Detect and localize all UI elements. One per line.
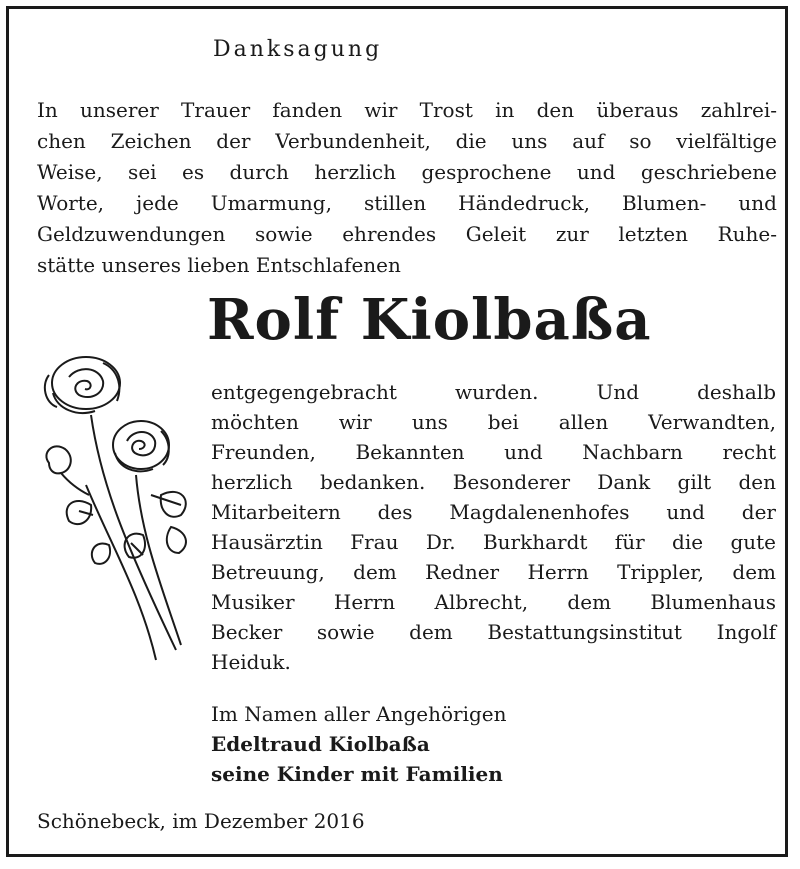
body-line: Heiduk.: [211, 650, 291, 674]
intro-line: Geldzuwendungen sowie ehrendes Geleit zur letzten Ruhe-: [37, 222, 777, 246]
body-line: Hausärztin Frau Dr. Burkhardt für die gute: [211, 530, 776, 554]
place-date: Schönebeck, im Dezember 2016: [37, 809, 365, 833]
intro-line: Weise, sei es durch herzlich gesprochene und geschriebene: [37, 160, 777, 184]
intro-line: chen Zeichen der Verbundenheit, die uns auf so vielfältige: [37, 129, 777, 153]
body-paragraph: [211, 377, 776, 677]
deceased-name: Rolf Kiolbaßa: [207, 287, 652, 353]
intro-line: Worte, jede Umarmung, stillen Händedruck, Blumen- und: [37, 191, 777, 215]
body-line: Mitarbeitern des Magdalenenhofes und der: [211, 500, 776, 524]
body-line: entgegengebracht wurden. Und deshalb: [211, 380, 776, 404]
body-line: Musiker Herrn Albrecht, dem Blumenhaus: [211, 590, 776, 614]
body-line: Freunden, Bekannten und Nachbarn recht: [211, 440, 776, 464]
signature-intro: Im Namen aller Angehörigen: [211, 702, 507, 726]
signature-block: [211, 699, 507, 789]
rose-icon: [31, 345, 201, 675]
intro-paragraph: [37, 95, 777, 281]
body-line: Betreuung, dem Redner Herrn Trippler, dem: [211, 560, 776, 584]
signature-family: seine Kinder mit Familien: [211, 762, 503, 786]
heading: Danksagung: [213, 37, 383, 62]
signature-name: Edeltraud Kiolbaßa: [211, 732, 430, 756]
body-line: herzlich bedanken. Besonderer Dank gilt den: [211, 470, 776, 494]
body-line: möchten wir uns bei allen Verwandten,: [211, 410, 776, 434]
intro-line: stätte unseres lieben Entschlafenen: [37, 253, 401, 277]
intro-line: In unserer Trauer fanden wir Trost in den überaus zahlrei-: [37, 98, 777, 122]
obituary-frame: [6, 6, 788, 857]
body-line: Becker sowie dem Bestattungsinstitut Ingolf: [211, 620, 776, 644]
